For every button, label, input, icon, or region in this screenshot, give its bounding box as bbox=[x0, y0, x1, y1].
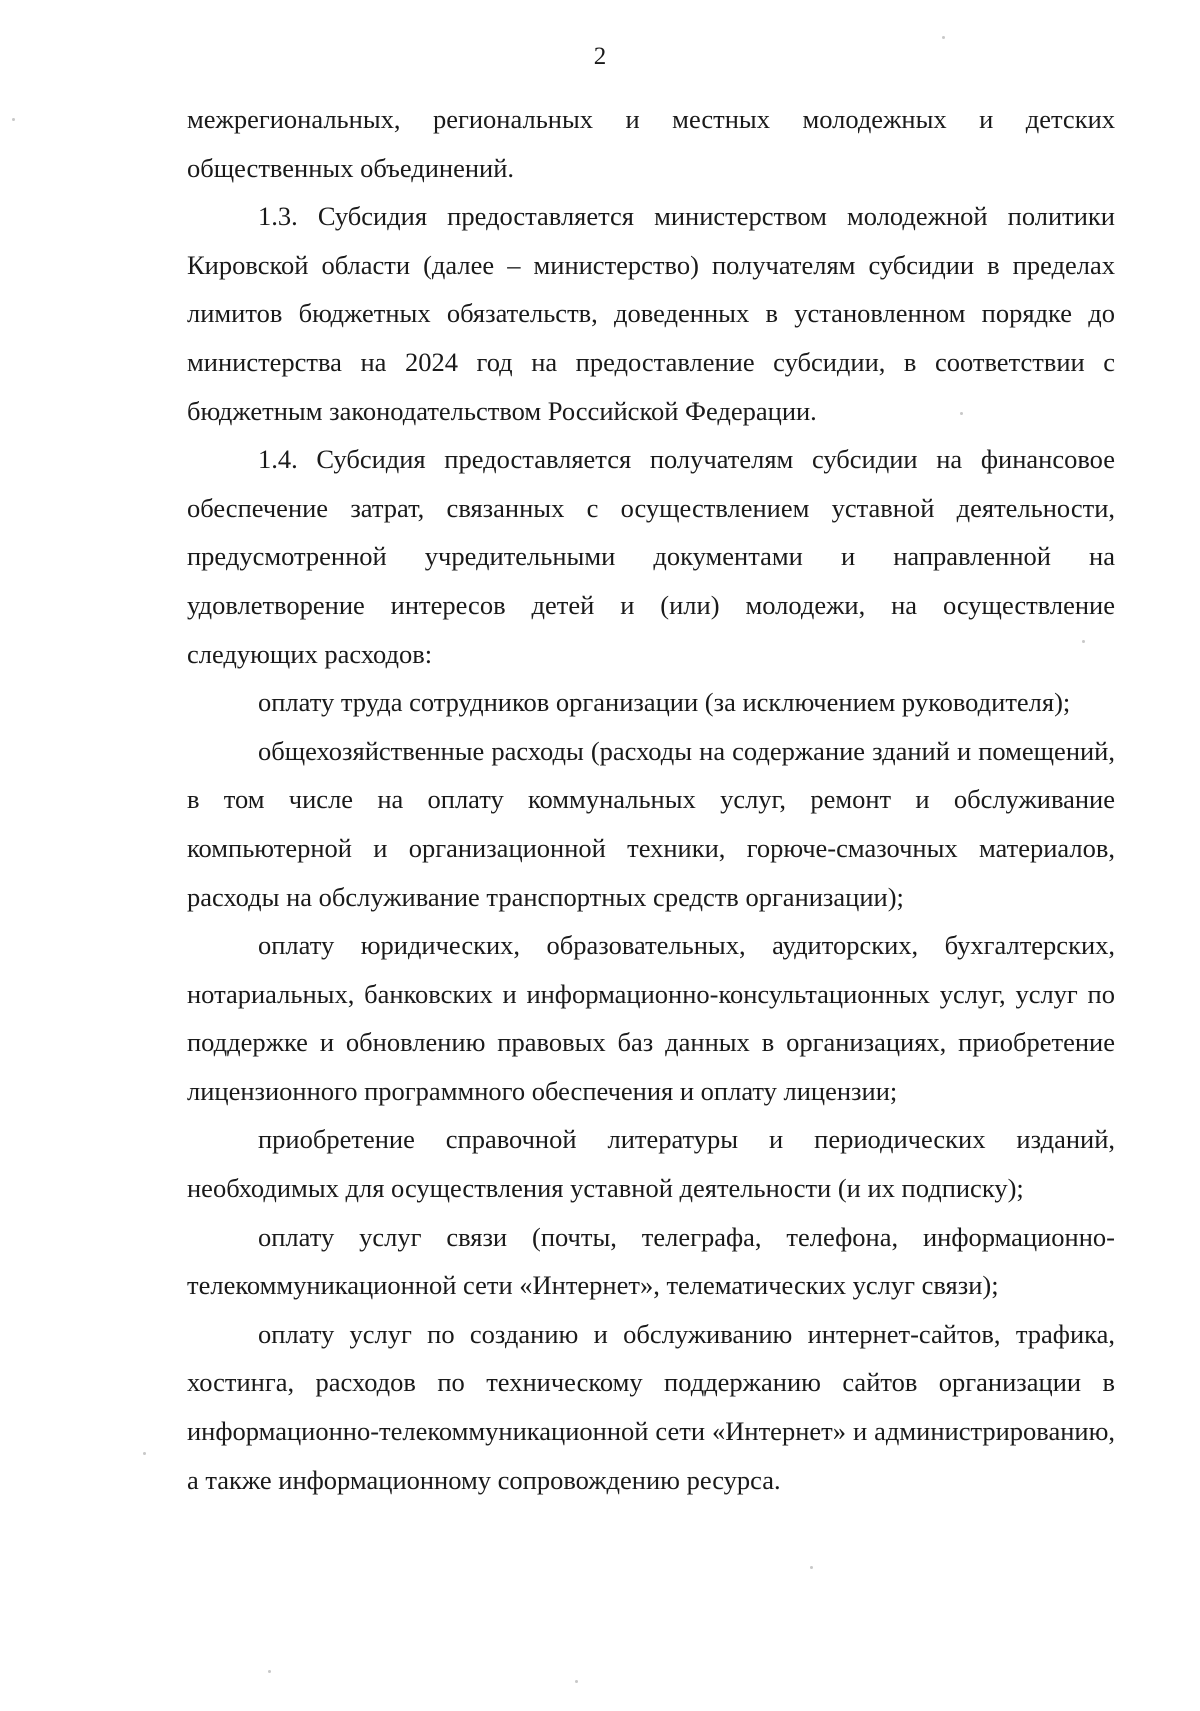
expense-item-literature: приобретение справочной литературы и периодических изданий, необходимых для осуществления уставной деятельности (и их подписку); bbox=[187, 1124, 1115, 1204]
expense-item-websites: оплату услуг по созданию и обслуживанию интернет-сайтов, трафика, хостинга, расходов по техническому поддержанию сайтов организации в информационно-телекоммуникационной сети «Интернет» и администрированию, а также информационному сопровождению ресурса. bbox=[187, 1318, 1115, 1495]
expense-item-services: оплату юридических, образовательных, аудиторских, бухгалтерских, нотариальных, банковских и информационно-консультационных услуг, услуг по поддержке и обновлению правовых баз данных в организациях, приобретение лицензионного программного обеспечения и оплату лицензии; bbox=[187, 930, 1115, 1106]
expense-item-communication: оплату услуг связи (почты, телеграфа, телефона, информационно-телекоммуникационной сети «Интернет», телематических услуг связи); bbox=[187, 1221, 1115, 1301]
scan-speck bbox=[268, 1670, 271, 1673]
scan-speck bbox=[12, 118, 15, 121]
paragraph-1-3: 1.3. Субсидия предоставляется министерством молодежной политики Кировской области (далее – министерство) получателям субсидии в пределах лимитов бюджетных обязательств, доведенных в установленном порядке до министерства на 2024 год на предоставление субсидии, в соответствии с бюджетным законодательством Российской Федерации. bbox=[187, 201, 1115, 426]
page-number: 2 bbox=[593, 43, 607, 70]
expense-item-general: общехозяйственные расходы (расходы на содержание зданий и помещений, в том числе на оплату коммунальных услуг, ремонт и обслуживание компьютерной и организационной техники, горюче-смазочных материалов, расходы на обслуживание транспортных средств организации); bbox=[187, 735, 1115, 912]
scan-speck bbox=[810, 1566, 813, 1569]
scan-speck bbox=[143, 1452, 146, 1455]
expense-item-salary: оплату труда сотрудников организации (за исключением руководителя); bbox=[258, 687, 1071, 718]
paragraph-1-4: 1.4. Субсидия предоставляется получателям субсидии на финансовое обеспечение затрат, связанных с осуществлением уставной деятельности, предусмотренной учредительными документами и направленной на удовлетворение интересов детей и (или) молодежи, на осуществление следующих расходов: bbox=[187, 444, 1115, 669]
paragraph-continuation: межрегиональных, региональных и местных молодежных и детских общественных объединений. bbox=[187, 104, 1115, 183]
scan-speck bbox=[1082, 640, 1085, 643]
scan-speck bbox=[575, 1680, 578, 1683]
scan-speck bbox=[942, 36, 945, 39]
document-body bbox=[187, 95, 1115, 1504]
scan-speck bbox=[960, 412, 963, 415]
